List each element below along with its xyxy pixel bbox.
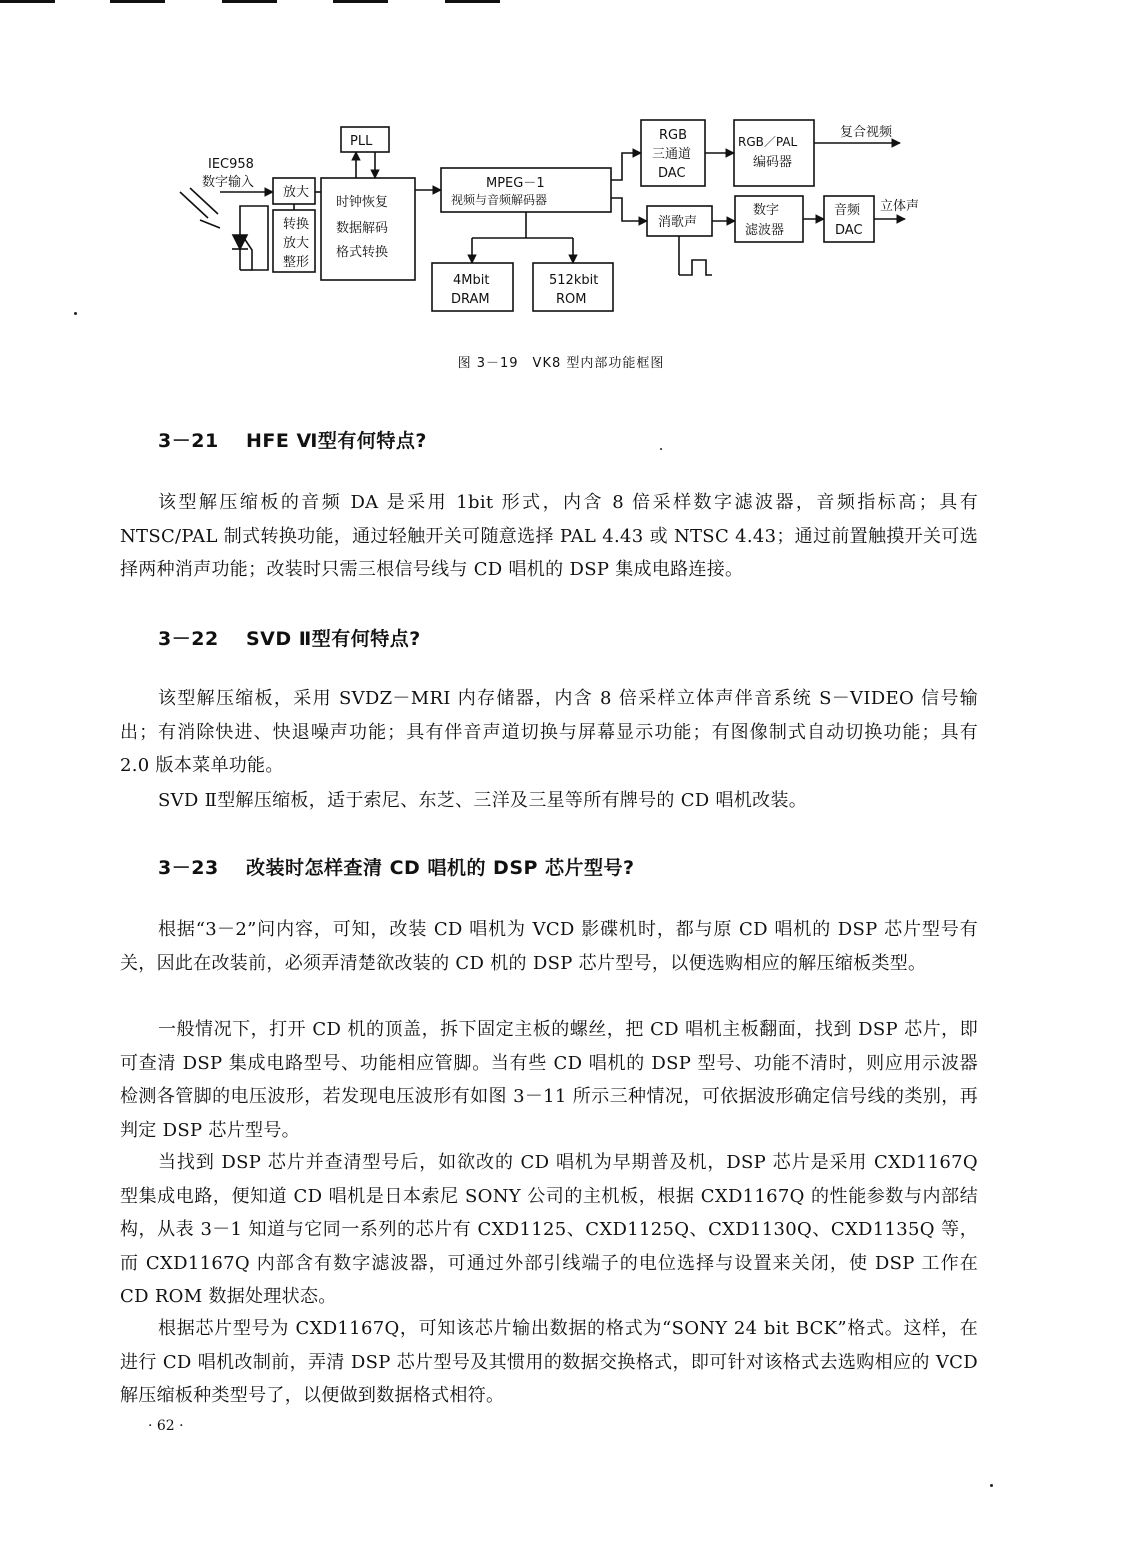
filter-label-2: 滤波器 xyxy=(745,223,785,238)
composite-video-label: 复合视频 xyxy=(840,125,893,140)
top-rule xyxy=(110,0,165,3)
page-number: · 62 · xyxy=(148,1418,184,1434)
top-rule xyxy=(0,0,55,3)
mpeg-label-1: MPEG－1 xyxy=(486,176,545,191)
section-heading xyxy=(158,624,421,651)
rom-label-1: 512kbit xyxy=(549,273,599,288)
section-number: 3－21 xyxy=(158,430,219,452)
audio-dac-label-1: 音频 xyxy=(834,203,861,218)
clock-label-2: 数据解码 xyxy=(336,221,389,236)
section-title: 改装时怎样查清 CD 唱机的 DSP 芯片型号? xyxy=(246,857,635,879)
conv-label-2: 放大 xyxy=(283,236,310,251)
encoder-box xyxy=(734,120,814,186)
paragraph: SVD Ⅱ型解压缩板，适于索尼、东芝、三洋及三星等所有牌号的 CD 唱机改装。 xyxy=(158,790,808,811)
conv-label-3: 整形 xyxy=(283,255,310,270)
section-heading xyxy=(158,853,635,880)
paragraph: 根据芯片型号为 CXD1167Q，可知该芯片输出数据的格式为“SONY 24 bit BCK”格式。这样，在进行 CD 唱机改制前，弄清 DSP 芯片型号及其惯用的数据交换格式，即可针对该格式去选购相应的 VCD 解压缩板种类型号了，以便做到数据格式相符。 xyxy=(120,1318,978,1406)
scan-speck xyxy=(660,448,662,450)
karaoke-label: 消歌声 xyxy=(658,215,698,230)
rgb-label-1: RGB xyxy=(659,128,688,143)
section-title: SVD Ⅱ型有何特点? xyxy=(246,628,421,650)
block-diagram xyxy=(160,110,980,330)
clock-label-1: 时钟恢复 xyxy=(336,195,389,210)
paragraph: 当找到 DSP 芯片并查清型号后，如欲改的 CD 唱机为早期普及机，DSP 芯片是采用 CXD1167Q 型集成电路，便知道 CD 唱机是日本索尼 SONY 公司的主机板，根据 CXD1167Q 的性能参数与内部结构，从表 3－1 知道与它同一系列的芯片有 CXD1125、CXD1125Q、CXD1130Q、CXD1135Q 等，而 CXD1167Q 内部含有数字滤波器，可通过外部引线端子的电位选择与设置来关闭，使 DSP 工作在 CD ROM 数据处理状态。 xyxy=(120,1152,978,1307)
clock-label-3: 格式转换 xyxy=(336,245,389,260)
figure-caption: 图 3－19 VK8 型内部功能框图 xyxy=(457,356,665,371)
dram-label-1: 4Mbit xyxy=(453,273,490,288)
rgb-label-2: 三通道 xyxy=(652,147,692,162)
paragraph: 该型解压缩板的音频 DA 是采用 1bit 形式，内含 8 倍采样数字滤波器，音频指标高；具有 NTSC/PAL 制式转换功能，通过轻触开关可随意选择 PAL 4.43 或 NTSC 4.43；通过前置触摸开关可选择两种消声功能；改装时只需三根信号线与 CD 唱机的 DSP 集成电路连接。 xyxy=(120,492,978,580)
conv-label-1: 转换 xyxy=(283,217,310,232)
dram-label-2: DRAM xyxy=(451,292,490,307)
audio-dac-label-2: DAC xyxy=(835,223,863,238)
scan-speck xyxy=(990,1484,993,1487)
iec958-label: IEC958 xyxy=(208,157,254,172)
section-heading xyxy=(158,426,427,453)
mpeg-label-2: 视频与音频解码器 xyxy=(451,193,548,207)
stereo-label: 立体声 xyxy=(880,199,920,214)
pll-label: PLL xyxy=(350,134,373,149)
top-rule xyxy=(222,0,277,3)
block-diagram-svg xyxy=(160,110,980,330)
scan-speck xyxy=(74,312,77,315)
rgb-label-3: DAC xyxy=(658,166,686,181)
encoder-label-1: RGB／PAL xyxy=(738,135,798,149)
encoder-label-2: 编码器 xyxy=(753,155,793,170)
section-number: 3－23 xyxy=(158,857,219,879)
paragraph: 根据“3－2”问内容，可知，改装 CD 唱机为 VCD 影碟机时，都与原 CD 唱机的 DSP 芯片型号有关，因此在改装前，必须弄清楚欲改装的 CD 机的 DSP 芯片型号，以便选购相应的解压缩板类型。 xyxy=(120,919,978,974)
top-rule xyxy=(445,0,500,3)
top-rule xyxy=(333,0,388,3)
section-title: HFE Ⅵ型有何特点? xyxy=(246,430,427,452)
paragraph: 该型解压缩板，采用 SVDZ－MRI 内存储器，内含 8 倍采样立体声伴音系统 S－VIDEO 信号输出；有消除快进、快退噪声功能；具有伴音声道切换与屏幕显示功能；有图像制式自动切换功能；具有 2.0 版本菜单功能。 xyxy=(120,688,978,776)
section-number: 3－22 xyxy=(158,628,219,650)
digital-input-label: 数字输入 xyxy=(202,175,255,190)
filter-label-1: 数字 xyxy=(753,203,780,218)
amp-label: 放大 xyxy=(283,185,310,200)
paragraph: 一般情况下，打开 CD 机的顶盖，拆下固定主板的螺丝，把 CD 唱机主板翻面，找到 DSP 芯片，即可查清 DSP 集成电路型号、功能相应管脚。当有些 CD 唱机的 DSP 型号、功能不清时，则应用示波器检测各管脚的电压波形，若发现电压波形有如图 3－11 所示三种情况，可依据波形确定信号线的类别，再判定 DSP 芯片型号。 xyxy=(120,1019,978,1141)
rom-label-2: ROM xyxy=(556,292,587,307)
